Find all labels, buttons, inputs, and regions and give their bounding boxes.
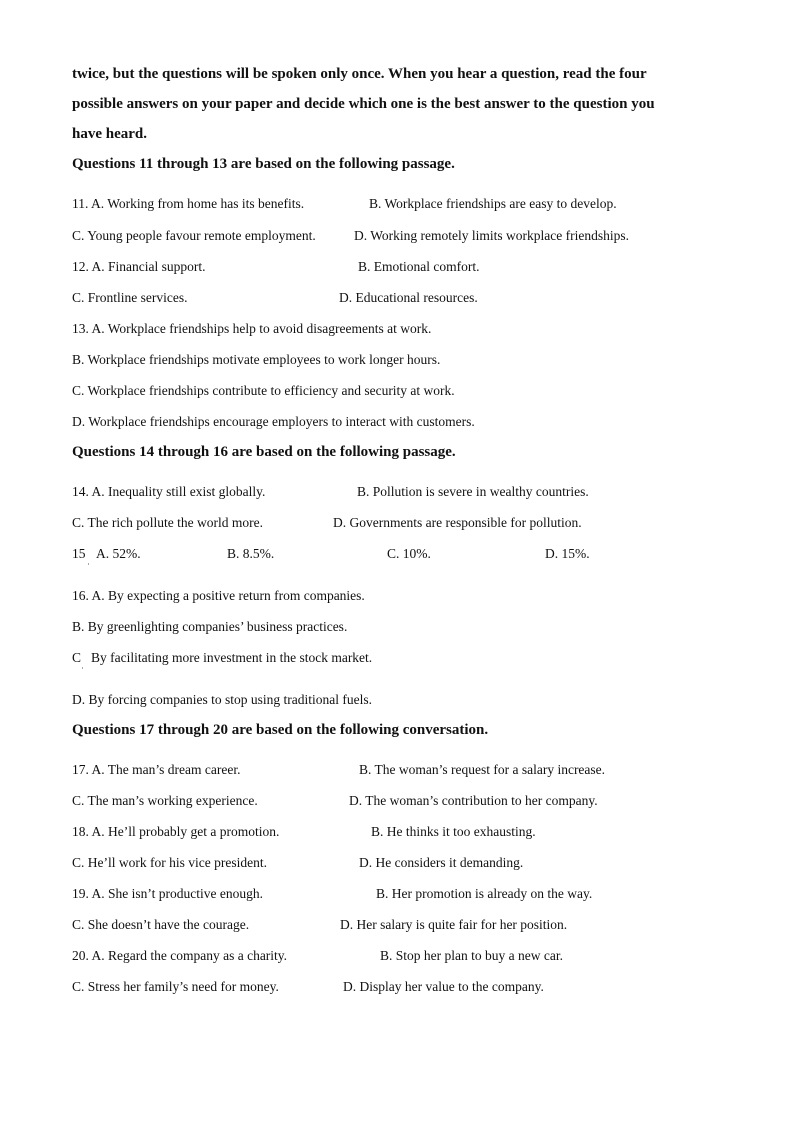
q15-number: 15 [72, 546, 86, 561]
q20-option-d: D. Display her value to the company. [343, 979, 544, 994]
q16-option-c: By facilitating more investment in the stock market. [91, 650, 373, 665]
q13-option-c: C. Workplace friendships contribute to efficiency and security at work. [72, 383, 455, 398]
q18-option-a: 18. A. He’ll probably get a promotion. [72, 824, 280, 839]
q13-option-a: 13. A. Workplace friendships help to avoid disagreements at work. [72, 321, 432, 336]
q14-option-a: 14. A. Inequality still exist globally. [72, 484, 266, 499]
q20-option-a: 20. A. Regard the company as a charity. [72, 948, 288, 963]
q15-option-d: D. 15%. [545, 546, 590, 561]
q19-option-d: D. Her salary is quite fair for her position. [340, 917, 568, 932]
q19-option-b: B. Her promotion is already on the way. [376, 886, 593, 901]
q18-option-b: B. He thinks it too exhausting. [371, 824, 536, 839]
section-heading-17-20: Questions 17 through 20 are based on the following conversation. [72, 722, 489, 738]
q12-option-c: C. Frontline services. [72, 290, 188, 305]
q15-option-a: A. 52%. [96, 546, 141, 561]
q16-option-d: D. By forcing companies to stop using traditional fuels. [72, 692, 372, 707]
q18-option-c: C. He’ll work for his vice president. [72, 855, 267, 870]
q19-option-c: C. She doesn’t have the courage. [72, 917, 250, 932]
q14-option-c: C. The rich pollute the world more. [72, 515, 263, 530]
intro-line-3: have heard. [72, 126, 147, 142]
q17-option-c: C. The man’s working experience. [72, 793, 258, 808]
stray-mark: ˙ [87, 562, 90, 572]
q12-option-b: B. Emotional comfort. [358, 259, 480, 274]
q15-option-b: B. 8.5%. [227, 546, 275, 561]
section-heading-11-13: Questions 11 through 13 are based on the following passage. [72, 156, 455, 172]
q12-option-d: D. Educational resources. [339, 290, 478, 305]
q14-option-d: D. Governments are responsible for pollution. [333, 515, 582, 530]
q11-option-c: C. Young people favour remote employment. [72, 228, 316, 243]
q17-option-a: 17. A. The man’s dream career. [72, 762, 241, 777]
q20-option-c: C. Stress her family’s need for money. [72, 979, 279, 994]
q12-option-a: 12. A. Financial support. [72, 259, 206, 274]
q11-option-a: 11. A. Working from home has its benefits. [72, 196, 305, 211]
q16-option-a: 16. A. By expecting a positive return from companies. [72, 588, 365, 603]
q16-option-b: B. By greenlighting companies’ business practices. [72, 619, 348, 634]
q15-option-c: C. 10%. [387, 546, 431, 561]
q17-option-b: B. The woman’s request for a salary increase. [359, 762, 606, 777]
q13-option-b: B. Workplace friendships motivate employees to work longer hours. [72, 352, 441, 367]
stray-mark: ˙ [81, 666, 84, 676]
section-heading-14-16: Questions 14 through 16 are based on the following passage. [72, 444, 456, 460]
q14-option-b: B. Pollution is severe in wealthy countries. [357, 484, 589, 499]
q19-option-a: 19. A. She isn’t productive enough. [72, 886, 263, 901]
intro-line-2: possible answers on your paper and decide which one is the best answer to the question you [72, 96, 655, 112]
q16-option-c-letter: C [72, 650, 82, 665]
q20-option-b: B. Stop her plan to buy a new car. [380, 948, 563, 963]
intro-line-1: twice, but the questions will be spoken only once. When you hear a question, read the four [72, 66, 647, 82]
q11-option-d: D. Working remotely limits workplace friendships. [354, 228, 629, 243]
q17-option-d: D. The woman’s contribution to her company. [349, 793, 598, 808]
q18-option-d: D. He considers it demanding. [359, 855, 524, 870]
q13-option-d: D. Workplace friendships encourage employers to interact with customers. [72, 414, 475, 429]
q11-option-b: B. Workplace friendships are easy to develop. [369, 196, 617, 211]
